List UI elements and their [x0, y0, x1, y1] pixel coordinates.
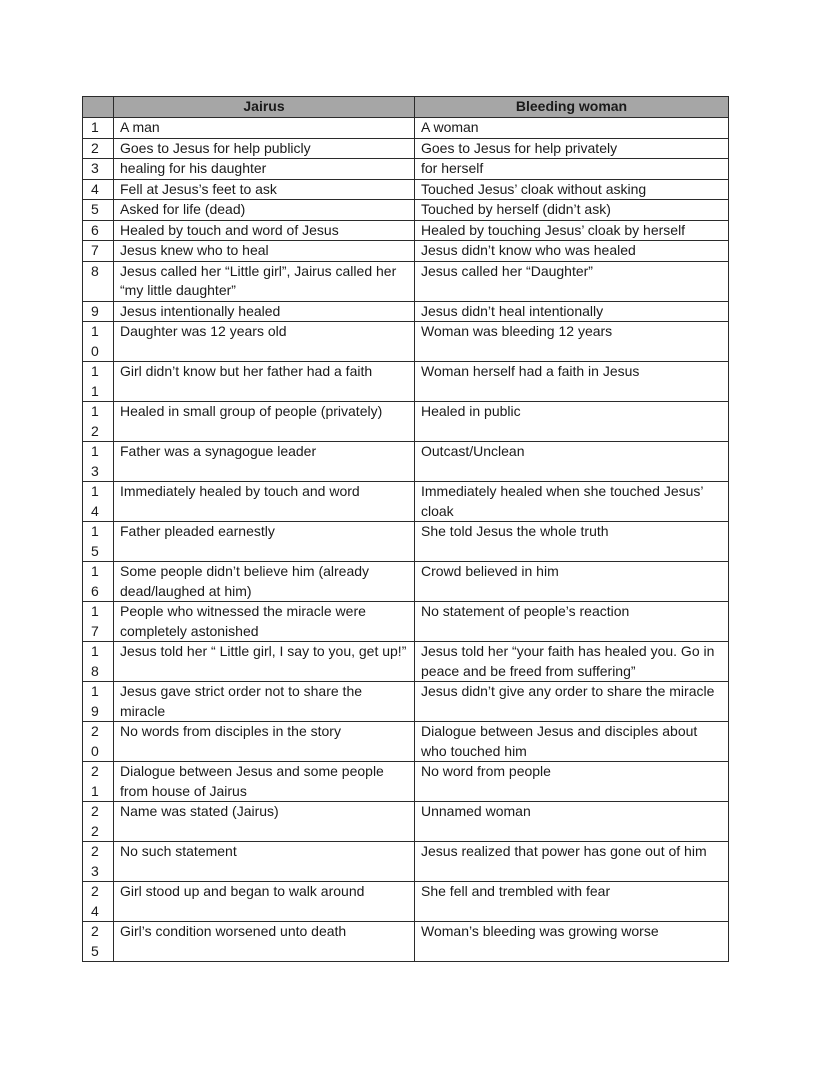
header-number — [83, 97, 114, 118]
woman-cell: Jesus called her “Daughter” — [415, 261, 729, 301]
jairus-cell: Dialogue between Jesus and some people from house of Jairus — [114, 762, 415, 802]
table-row — [83, 842, 729, 882]
woman-cell: Unnamed woman — [415, 802, 729, 842]
woman-cell: Jesus didn’t heal intentionally — [415, 301, 729, 322]
table-row — [83, 241, 729, 262]
jairus-cell: Immediately healed by touch and word — [114, 482, 415, 522]
woman-cell: Outcast/Unclean — [415, 442, 729, 482]
row-number: 6 — [83, 220, 114, 241]
table-row — [83, 602, 729, 642]
woman-cell: Healed in public — [415, 402, 729, 442]
jairus-cell: Girl stood up and began to walk around — [114, 882, 415, 922]
jairus-cell: Healed in small group of people (privately) — [114, 402, 415, 442]
woman-cell: for herself — [415, 159, 729, 180]
table-row — [83, 362, 729, 402]
jairus-cell: Jesus gave strict order not to share the miracle — [114, 682, 415, 722]
woman-cell: Healed by touching Jesus’ cloak by herself — [415, 220, 729, 241]
woman-cell: No statement of people’s reaction — [415, 602, 729, 642]
woman-cell: Jesus told her “your faith has healed you. Go in peace and be freed from suffering” — [415, 642, 729, 682]
woman-cell: No word from people — [415, 762, 729, 802]
table-row — [83, 482, 729, 522]
table-row — [83, 522, 729, 562]
woman-cell: Jesus realized that power has gone out of him — [415, 842, 729, 882]
row-number: 22 — [83, 802, 114, 842]
row-number: 14 — [83, 482, 114, 522]
row-number: 20 — [83, 722, 114, 762]
row-number: 4 — [83, 179, 114, 200]
table-row — [83, 562, 729, 602]
jairus-cell: healing for his daughter — [114, 159, 415, 180]
woman-cell: Touched Jesus’ cloak without asking — [415, 179, 729, 200]
row-number: 5 — [83, 200, 114, 221]
table-row — [83, 802, 729, 842]
woman-cell: Dialogue between Jesus and disciples about who touched him — [415, 722, 729, 762]
woman-cell: She told Jesus the whole truth — [415, 522, 729, 562]
table-row — [83, 402, 729, 442]
row-number: 2 — [83, 138, 114, 159]
jairus-cell: Goes to Jesus for help publicly — [114, 138, 415, 159]
jairus-cell: Jesus told her “ Little girl, I say to you, get up!” — [114, 642, 415, 682]
jairus-cell: A man — [114, 118, 415, 139]
table-row — [83, 642, 729, 682]
woman-cell: Woman’s bleeding was growing worse — [415, 922, 729, 962]
table-row — [83, 261, 729, 301]
table-row — [83, 882, 729, 922]
woman-cell: Woman herself had a faith in Jesus — [415, 362, 729, 402]
jairus-cell: Father pleaded earnestly — [114, 522, 415, 562]
row-number: 7 — [83, 241, 114, 262]
jairus-cell: Asked for life (dead) — [114, 200, 415, 221]
jairus-cell: Jesus intentionally healed — [114, 301, 415, 322]
comparison-table — [82, 96, 729, 962]
table-row — [83, 682, 729, 722]
woman-cell: Crowd believed in him — [415, 562, 729, 602]
row-number: 25 — [83, 922, 114, 962]
woman-cell: Jesus didn’t give any order to share the miracle — [415, 682, 729, 722]
row-number: 24 — [83, 882, 114, 922]
row-number: 13 — [83, 442, 114, 482]
header-jairus: Jairus — [114, 97, 415, 118]
header-row — [83, 97, 729, 118]
table-row — [83, 922, 729, 962]
jairus-cell: Jesus knew who to heal — [114, 241, 415, 262]
row-number: 21 — [83, 762, 114, 802]
jairus-cell: Name was stated (Jairus) — [114, 802, 415, 842]
row-number: 18 — [83, 642, 114, 682]
jairus-cell: No words from disciples in the story — [114, 722, 415, 762]
table-row — [83, 200, 729, 221]
jairus-cell: Daughter was 12 years old — [114, 322, 415, 362]
woman-cell: A woman — [415, 118, 729, 139]
jairus-cell: Some people didn’t believe him (already dead/laughed at him) — [114, 562, 415, 602]
jairus-cell: No such statement — [114, 842, 415, 882]
table-row — [83, 722, 729, 762]
row-number: 23 — [83, 842, 114, 882]
table-row — [83, 442, 729, 482]
row-number: 15 — [83, 522, 114, 562]
jairus-cell: Jesus called her “Little girl”, Jairus called her “my little daughter” — [114, 261, 415, 301]
jairus-cell: People who witnessed the miracle were completely astonished — [114, 602, 415, 642]
row-number: 1 — [83, 118, 114, 139]
woman-cell: Jesus didn’t know who was healed — [415, 241, 729, 262]
row-number: 3 — [83, 159, 114, 180]
jairus-cell: Girl’s condition worsened unto death — [114, 922, 415, 962]
table-row — [83, 179, 729, 200]
row-number: 17 — [83, 602, 114, 642]
woman-cell: She fell and trembled with fear — [415, 882, 729, 922]
table-row — [83, 159, 729, 180]
jairus-cell: Fell at Jesus’s feet to ask — [114, 179, 415, 200]
table-row — [83, 322, 729, 362]
table-row — [83, 220, 729, 241]
row-number: 19 — [83, 682, 114, 722]
table-row — [83, 138, 729, 159]
woman-cell: Touched by herself (didn’t ask) — [415, 200, 729, 221]
row-number: 9 — [83, 301, 114, 322]
woman-cell: Goes to Jesus for help privately — [415, 138, 729, 159]
header-bleeding-woman: Bleeding woman — [415, 97, 729, 118]
jairus-cell: Healed by touch and word of Jesus — [114, 220, 415, 241]
table-row — [83, 118, 729, 139]
woman-cell: Immediately healed when she touched Jesus’ cloak — [415, 482, 729, 522]
jairus-cell: Father was a synagogue leader — [114, 442, 415, 482]
row-number: 10 — [83, 322, 114, 362]
row-number: 11 — [83, 362, 114, 402]
jairus-cell: Girl didn’t know but her father had a faith — [114, 362, 415, 402]
table-row — [83, 301, 729, 322]
woman-cell: Woman was bleeding 12 years — [415, 322, 729, 362]
table-row — [83, 762, 729, 802]
row-number: 8 — [83, 261, 114, 301]
row-number: 12 — [83, 402, 114, 442]
row-number: 16 — [83, 562, 114, 602]
